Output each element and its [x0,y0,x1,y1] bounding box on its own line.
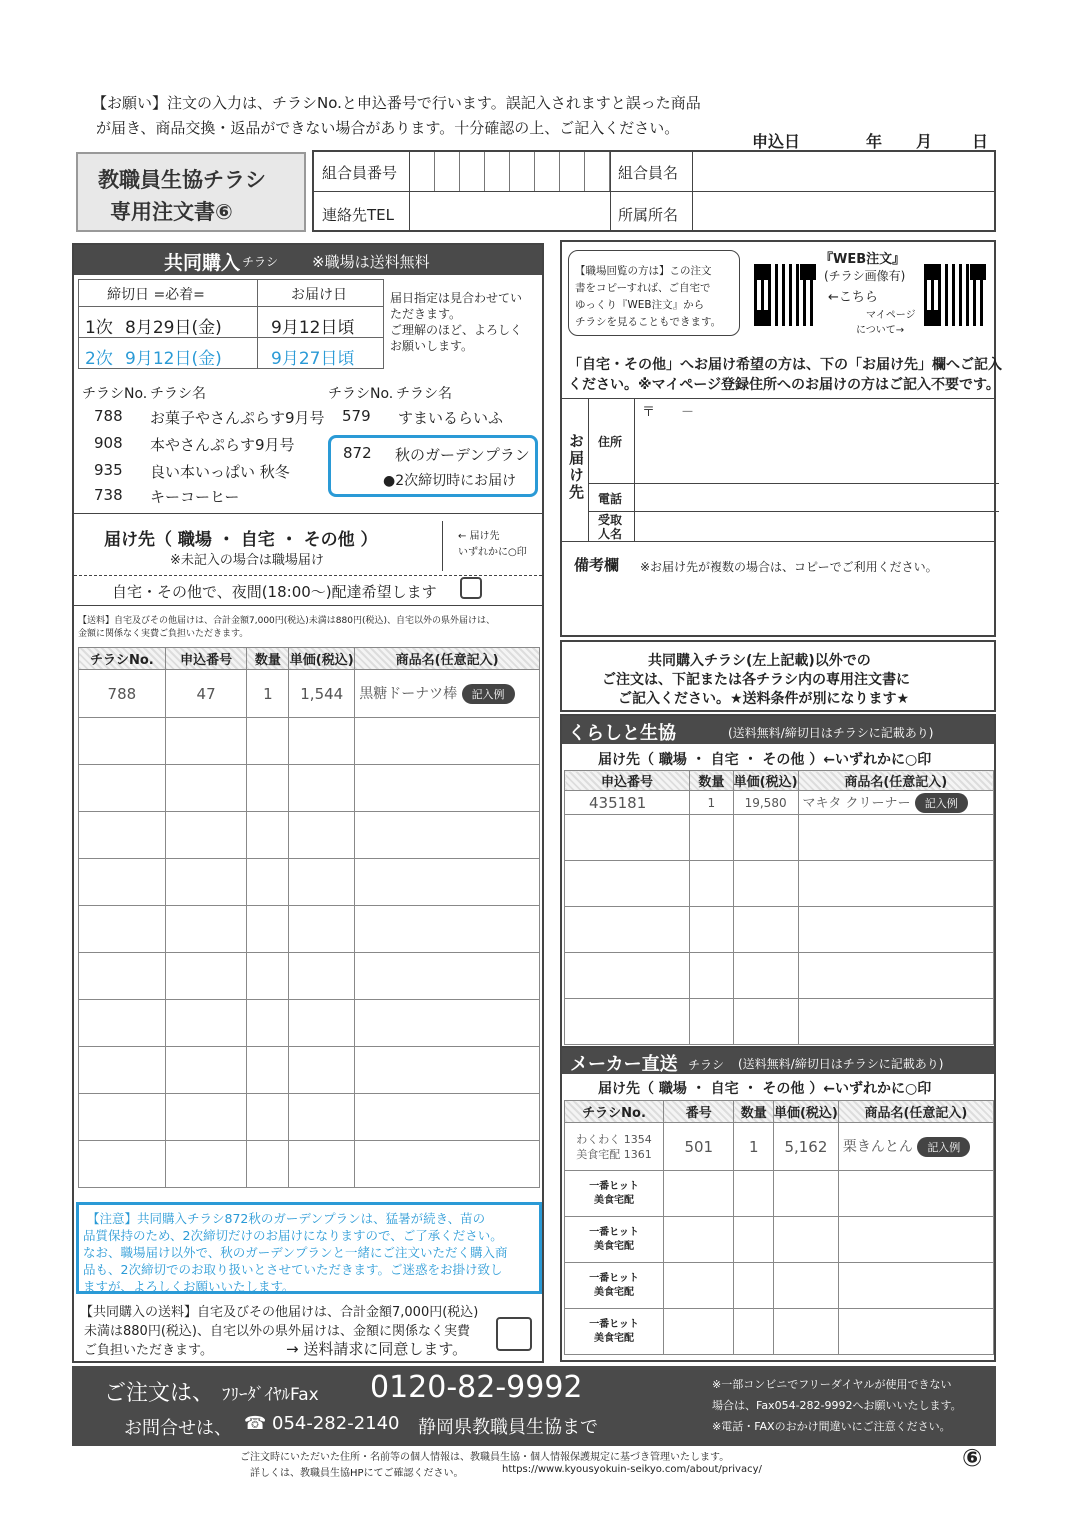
example-badge: 記入例 [915,793,968,813]
member-info-grid [312,150,996,232]
tel-input[interactable] [410,192,610,232]
example-price: 19,580 [733,791,798,815]
table-row [565,1171,994,1217]
address-input[interactable] [635,417,995,481]
maker-note: (送料無料/締切日はチラシに記載あり) [738,1057,944,1071]
maker-dest[interactable]: 届け先（ 職場 ・ 自宅 ・ その他 ）←いずれかに○印 [598,1081,932,1097]
apply-year-label: 年 [866,132,883,151]
flyer-hdr-no-left: チラシNo. [82,386,148,402]
web-note-2: 書をコピーすれば、ご自宅で [575,282,711,294]
col-qty: 数量 [247,648,289,670]
apply-day-label: 日 [972,132,989,151]
kurashi-note: (送料無料/締切日はチラシに記載あり) [728,726,934,740]
remarks-note: ※お届け先が複数の場合は、コピーでご利用ください。 [640,560,938,574]
kyodo-free-note: ※職場は送料無料 [312,253,430,271]
example-code: 435181 [565,791,690,815]
footer-inquiry-label: お問合せは、 [124,1418,232,1439]
table-row [79,953,540,1000]
schedule-note-4: お願いします。 [390,339,474,353]
kurashi-order-table [564,770,994,1045]
ship-agree-label: → 送料請求に同意します。 [286,1340,468,1358]
web-note-4: チラシを見ることもできます。 [575,316,722,328]
phone-label: 電話 [598,492,623,506]
maker-row-label-1: 一番ヒット [589,1226,639,1238]
postal-label: 〒 － [642,405,695,420]
caution-line-5: ますが、よろしくお願いいたします。 [83,1279,295,1294]
flyer-hdr-no-right: チラシNo. [328,386,394,402]
table-row [565,999,994,1045]
web-sub: (チラシ画像有) [824,269,906,283]
maker-order-table [564,1100,994,1355]
example-qty: 1 [734,1123,774,1171]
kurashi-dest[interactable]: 届け先（ 職場 ・ 自宅 ・ その他 ）←いずれかに○印 [598,752,932,768]
footer-order-label: ご注文は、 [104,1381,215,1406]
maker-row-label-2: 美食宅配 [594,1240,635,1252]
col-qty: 数量 [690,771,734,791]
example-name: 栗きんとん [842,1139,913,1155]
col-price: 単価(税込) [733,771,798,791]
example-price: 1,544 [289,670,355,718]
table-row [565,953,994,999]
table-row [79,765,540,812]
kurashi-title: くらしと生協 [568,723,676,744]
flyer-name: 本やさんぷらす9月号 [150,436,295,454]
other-notice-1: 共同購入チラシ(左上記載)以外での [648,653,871,669]
example-qty: 1 [690,791,734,815]
example-flyer-no: 788 [79,670,166,718]
table-row [79,906,540,953]
footer-fax-number[interactable]: 0120-82-9992 [370,1370,583,1405]
table-row [79,859,540,906]
member-name-label: 組合員名 [618,164,679,182]
web-mypage: マイページ [866,310,916,321]
dest-title[interactable]: 届け先（ 職場 ・ 自宅 ・ その他 ） [104,530,378,550]
flyer-no: 935 [94,461,123,479]
flyer-name: すまいるらいふ [398,409,504,427]
maker-row-label-2: 美食宅配 [594,1194,635,1206]
col-name: 商品名(任意記入) [838,1101,993,1123]
table-row [79,812,540,859]
privacy-line-1: ご注文時にいただいた住所・名前等の個人情報は、教職員生協・個人情報保護規定に基づき管理いたします。 [240,1452,730,1463]
maker-title-small: チラシ [688,1058,725,1072]
delivery-side-label: お届け先 [567,433,585,501]
table-row [79,718,540,765]
caution-line-1: 【注意】共同購入チラシ872秋のガーデンプランは、猛暑が続き、苗の [87,1211,486,1226]
ship-box-line-2: 未満は880円(税込)、自宅以外の県外届けは、金額に関係なく実費 [84,1324,470,1339]
other-notice-2: ご注文は、下記または各チラシ内の専用注文書に [602,672,910,688]
col-price: 単価(税込) [289,648,355,670]
example-code: 47 [165,670,247,718]
mypage-qr-icon[interactable] [924,264,986,326]
garden-name: 秋のガーデンプラン [395,446,530,464]
schedule-col-delivery: お届け日 [291,287,347,303]
table-row [79,1000,540,1047]
night-delivery-checkbox[interactable] [460,577,482,599]
garden-note: ●2次締切時にお届け [383,473,517,489]
round-2-delivery: 9月27日頃 [271,349,355,369]
round-2: 2次 [85,349,113,369]
recipient-input[interactable] [635,512,995,542]
home-note-1: 「自宅・その他」へお届け希望の方は、下の「お届け先」欄へご記入 [568,357,1002,373]
example-name: 黒糖ドーナツ棒 [359,686,458,702]
web-title: 『WEB注文』 [820,252,906,267]
example-price: 5,162 [773,1123,838,1171]
footer-note-1: ※一部コンビニでフリーダイヤルが使用できない [712,1378,952,1391]
caution-line-3: なお、職場届け以外で、秋のガーデンプランと一緒にご注文いただく購入商 [83,1245,508,1260]
example-name: マキタ クリーナー [802,796,911,811]
example-code: 501 [664,1123,734,1171]
footer-note-2: 場合は、Fax054-282-9992へお願いいたします。 [712,1399,962,1412]
member-no-label: 組合員番号 [322,164,398,182]
web-order-qr-icon[interactable] [754,264,816,326]
kurashi-header [562,716,994,744]
night-delivery-label: 自宅・その他で、夜間(18:00～)配達希望します [112,583,437,601]
flyer-no: 788 [94,407,123,425]
table-row [565,1309,994,1355]
footer-note-3: ※電話・FAXのおかけ間違いにご注意ください。 [712,1420,951,1433]
flyer-name: 良い本いっぱい 秋冬 [150,463,290,481]
col-qty: 数量 [734,1101,774,1123]
address-panel [560,240,1002,637]
ship-agree-checkbox[interactable] [496,1317,532,1351]
recipient-label: 受取人名 [598,513,623,541]
privacy-url[interactable]: https://www.kyousyokuin-seikyo.com/about/privacy/ [502,1464,762,1475]
web-copy-note [568,250,740,336]
maker-row-label-1: 一番ヒット [589,1272,639,1284]
remarks-label: 備考欄 [574,556,620,574]
round-1-deadline: 8月29日(金) [125,318,222,338]
flyer-hdr-name-right: チラシ名 [396,386,452,402]
col-code: 申込番号 [165,648,247,670]
shipping-small-1: 【送料】自宅及びその他届けは、合計金額7,000円(税込)未満は880円(税込)、自宅以外の県外届けは、 [78,616,495,626]
maker-title: メーカー直送 [570,1054,678,1075]
dest-arrow: ← 届け先 [458,531,500,542]
kyodo-order-table [78,647,540,1188]
col-flyer-no: チラシNo. [79,648,166,670]
maker-row-label-1: 一番ヒット [589,1180,639,1192]
maker-panel [560,1046,996,1362]
home-note-2: ください。※マイページ登録住所へのお届けの方はご記入不要です。 [568,377,1000,393]
member-name-input[interactable] [693,152,994,191]
round-1-delivery: 9月12日頃 [271,318,355,338]
table-row [79,1094,540,1141]
apply-month-label: 月 [916,132,933,151]
remarks-input[interactable] [566,576,992,634]
flyer-hdr-name-left: チラシ名 [150,386,206,402]
page-number: ⑥ [962,1444,983,1472]
ship-box-line-1: 【共同購入の送料】自宅及びその他届けは、合計金額7,000円(税込) [80,1305,479,1320]
maker-row-label-2: 美食宅配 [594,1286,635,1298]
round-1: 1次 [85,318,113,338]
example-flyer-2: 美食宅配 1361 [576,1147,652,1161]
ship-box-line-3: ご負担いただきます。 [84,1343,213,1358]
col-name: 商品名(任意記入) [798,771,993,791]
form-title-line-1: 教職員生協チラシ [98,168,266,192]
web-note-3: ゆっくり『WEB注文』から [575,299,705,311]
form-title-line-2: 専用注文書⑥ [110,200,233,224]
table-row [565,1217,994,1263]
table-row-example [565,1123,994,1171]
round-2-deadline: 9月12日(金) [125,349,222,369]
table-row-example [79,670,540,718]
web-about: について→ [856,325,905,336]
table-row [565,815,994,861]
kyodo-panel [72,243,544,1363]
example-flyer-1: わくわく 1354 [576,1132,652,1146]
maker-row-label-2: 美食宅配 [594,1332,635,1344]
schedule-note-3: ご理解のほど、よろしく [390,323,523,337]
shipping-small-2: 金額に関係なく実費ご負担いただきます。 [78,629,249,639]
flyer-name: お菓子やさんぷらす9月号 [150,409,325,427]
schedule-col-deadline: 締切日 =必着= [107,287,205,303]
other-notice-3: ご記入ください。★送料条件が別になります★ [618,691,910,707]
caution-box [76,1202,542,1294]
kurashi-panel [560,714,996,1054]
col-flyer-no: チラシNo. [565,1101,664,1123]
web-note-1: 【職場回覧の方は】この注文 [575,265,712,277]
maker-header [562,1048,994,1074]
member-no-input[interactable] [410,152,610,191]
table-row [79,1141,540,1188]
kyodo-title-small: チラシ [242,255,279,269]
affiliation-label: 所属所名 [618,206,679,224]
footer-tel[interactable]: 054-282-2140 [272,1413,400,1434]
apply-date-label: 申込日 [752,132,801,151]
dest-sub: ※未記入の場合は職場届け [170,553,324,568]
phone-input[interactable] [635,484,995,511]
maker-row-label-1: 一番ヒット [589,1318,639,1330]
col-price: 単価(税込) [773,1101,838,1123]
table-row [79,1047,540,1094]
form-title-box [76,152,306,232]
example-badge: 記入例 [462,684,515,704]
footer-bar [72,1366,996,1446]
affiliation-input[interactable] [693,192,994,232]
flyer-name: キーコーヒー [150,488,240,506]
garden-plan-box [328,435,538,497]
schedule-table [78,279,384,369]
tel-label: 連絡先TEL [322,206,394,224]
kyodo-header [74,245,542,275]
caution-line-2: 品質保持のため、2次締切だけのお届けになりますので、ご了承ください。 [83,1228,503,1243]
notice-line-1: 【お願い】注文の入力は、チラシNo.と申込番号で行います。誤記入されますと誤った商品 [92,94,701,112]
address-grid [562,398,994,542]
privacy-line-2: 詳しくは、教職員生協HPにてご確認ください。 [250,1468,464,1479]
kyodo-title: 共同購入 [164,252,241,274]
flyer-no: 908 [94,434,123,452]
garden-no: 872 [343,444,372,462]
col-code: 番号 [664,1101,734,1123]
footer-fax-label: ﾌﾘｰﾀﾞｲﾔﾙFax [222,1385,319,1405]
table-row [565,907,994,953]
schedule-note-2: ただきます。 [390,307,462,321]
flyer-no: 738 [94,486,123,504]
table-row [565,1263,994,1309]
other-notice-box [560,640,996,712]
phone-icon: ☎ [244,1413,267,1434]
notice-line-2: が届き、商品交換・返品ができない場合があります。十分確認の上、ご記入ください。 [96,119,680,137]
example-badge: 記入例 [917,1137,970,1157]
table-row-example [565,791,994,815]
col-code: 申込番号 [565,771,690,791]
schedule-note-1: 届日指定は見合わせてい [390,291,523,305]
table-row [565,861,994,907]
flyer-no: 579 [342,407,371,425]
col-name: 商品名(任意記入) [355,648,540,670]
caution-line-4: 品も、2次締切でのお取り扱いとさせていただきます。ご迷惑をお掛け致し [83,1262,503,1277]
footer-org: 静岡県教職員生協まで [418,1417,598,1438]
dest-arrow-2: いずれかに○印 [458,547,527,558]
address-label: 住所 [598,435,623,449]
example-qty: 1 [247,670,289,718]
web-here: ←こちら [828,290,878,305]
